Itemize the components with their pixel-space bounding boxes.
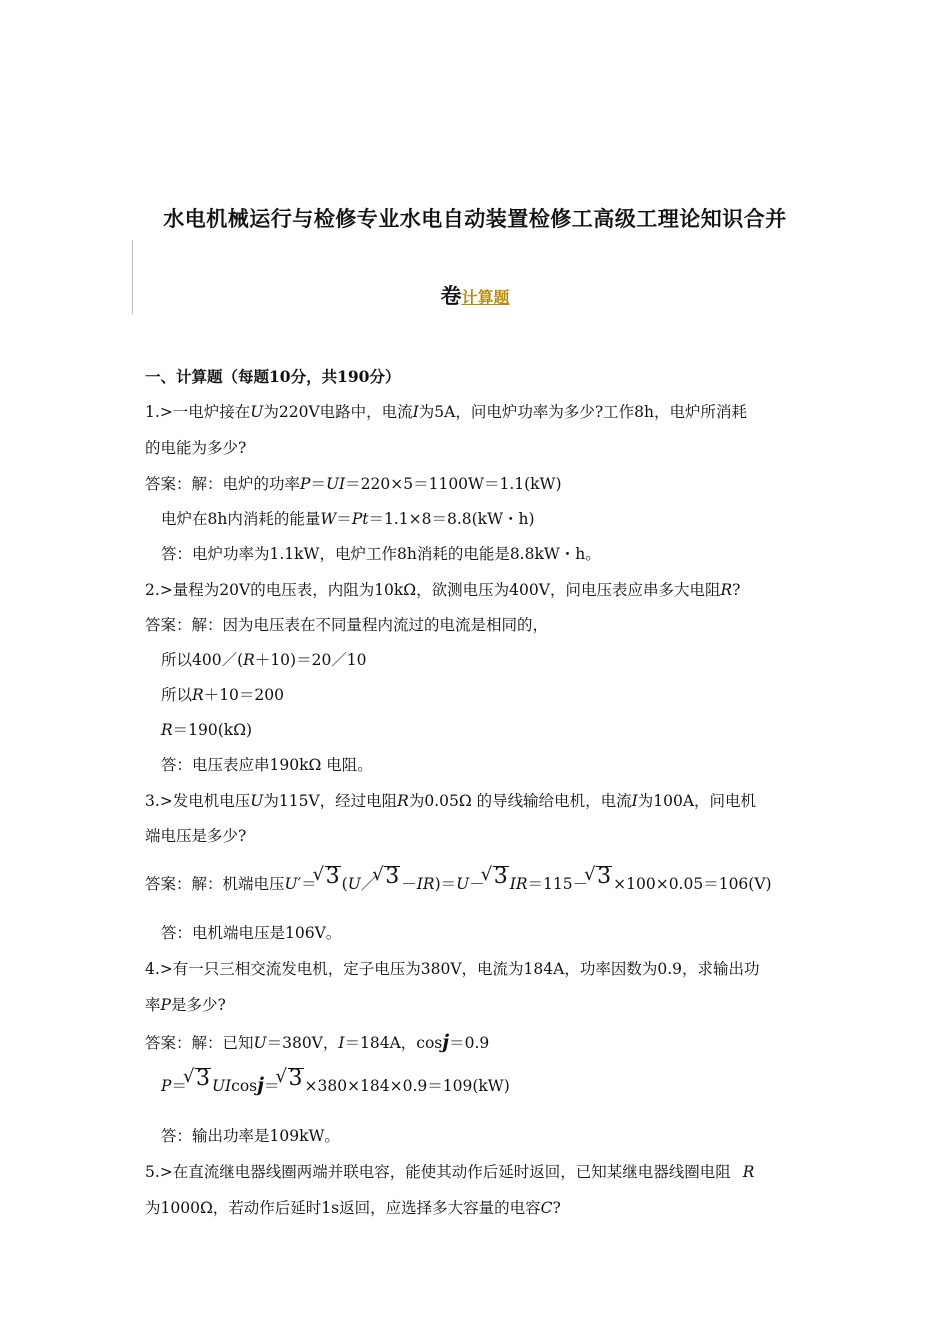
answer-1-conclusion: 答：电炉功率为1.1kW，电炉工作8h消耗的电能是8.8kW・h。 (161, 545, 601, 563)
answer-2-line4: R＝190(kΩ) (161, 721, 253, 739)
question-3-cont: 端电压是多少? (145, 827, 247, 845)
answer-2-line2: 所以400／(R＋10)＝20／10 (161, 651, 367, 669)
sqrt-symbol: √ 3 (280, 1074, 304, 1095)
phi-symbol: j (442, 1031, 450, 1053)
answer-2-line3: 所以R＋10＝200 (161, 686, 284, 704)
answer-2-line1: 答案：解：因为电压表在不同量程内流过的电流是相同的， (145, 616, 549, 634)
question-4: 4.>有一只三相交流发电机，定子电压为380V，电流为184A，功率因数为0.9，求输出功 (145, 960, 760, 978)
answer-4-conclusion: 答：输出功率是109kW。 (161, 1127, 340, 1145)
question-1-cont: 的电能为多少? (145, 439, 247, 457)
answer-1-line2: 电炉在8h内消耗的能量W＝Pt＝1.1×8＝8.8(kW・h) (161, 510, 535, 528)
sqrt-symbol: √ 3 (317, 872, 341, 893)
section-heading: 一、计算题（每题10分，共190分） (145, 367, 401, 386)
question-1: 1.>一电炉接在U为220V电路中，电流I为5A，问电炉功率为多少?工作8h，电炉所消耗 (145, 403, 747, 421)
question-3: 3.>发电机电压U为115V，经过电阻R为0.05Ω 的导线输给电机，电流I为100A，问电机 (145, 792, 757, 810)
document-title: 水电机械运行与检修专业水电自动装置检修工高级工理论知识合并 (163, 206, 787, 231)
answer-4-line1: 答案：解：已知U＝380V，I＝184A，cosj＝0.9 (145, 1031, 490, 1053)
answer-1-line1: 答案：解：电炉的功率P＝UI＝220×5＝1100W＝1.1(kW) (145, 475, 562, 493)
answer-2-conclusion: 答：电压表应串190kΩ 电阻。 (161, 756, 373, 774)
title-suffix: 卷 (440, 283, 462, 308)
sqrt-symbol: √ 3 (588, 872, 612, 893)
sqrt-symbol: √ 3 (485, 872, 509, 893)
answer-3-conclusion: 答：电机端电压是106V。 (161, 924, 342, 942)
answer-3-line1: 答案：解：机端电压U′＝√ 3 (U／√ 3 －IR)＝U－√ 3 IR＝115－√ 3 ×100×0.05＝106(V) (145, 872, 772, 894)
question-4-cont: 率P是多少? (145, 996, 226, 1014)
document-title-line2 (0, 280, 950, 310)
answer-4-line2: P＝√ 3 UIcosj＝√ 3 ×380×184×0.9＝109(kW) (161, 1074, 510, 1096)
sqrt-symbol: √ 3 (376, 872, 400, 893)
sqrt-symbol: √ 3 (187, 1074, 211, 1095)
phi-symbol: j (257, 1074, 264, 1096)
section-link[interactable]: 计算题 (461, 288, 510, 307)
question-2: 2.>量程为20V的电压表，内阻为10kΩ，欲测电压为400V，问电压表应串多大电阻R? (145, 581, 741, 599)
question-5: 5.>在直流继电器线圈两端并联电容，能使其动作后延时返回，已知某继电器线圈电阻 R (145, 1163, 755, 1181)
question-5-cont: 为1000Ω，若动作后延时1s返回，应选择多大容量的电容C? (145, 1199, 561, 1217)
